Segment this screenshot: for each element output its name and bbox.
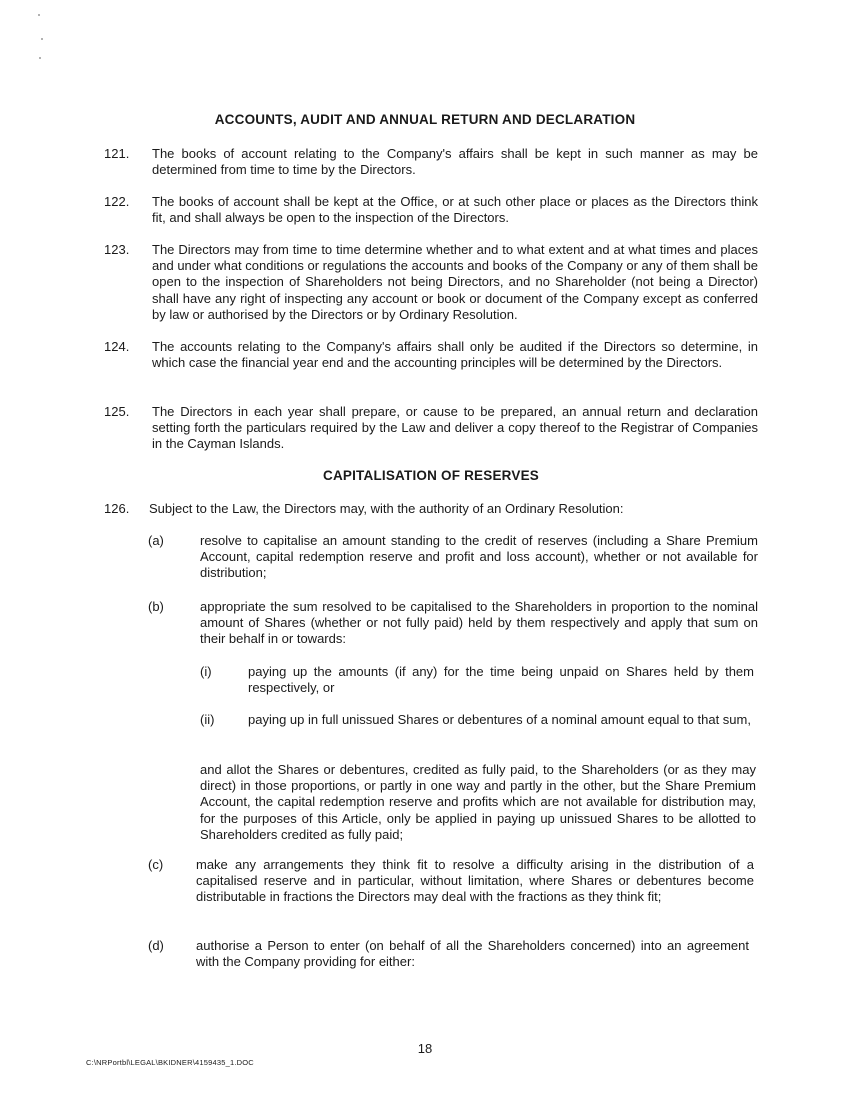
article-number: 123. — [104, 242, 130, 257]
article-text: The Directors may from time to time determine whether and to what extent and at what times and places and under what conditions or regulations the accounts and books of the Company or any of them shall be open to the inspection of Shareholders not being Directors, and no Shareholder (not being a Director) shall have any right of inspecting any account or book or document of the Company except as conferred by law or authorised by the Directors or by Ordinary Resolution. — [152, 242, 758, 322]
clause-continuation: and allot the Shares or debentures, credited as fully paid, to the Shareholders (or as they may direct) in those proportions, or partly in one way and partly in the other, but the Share Premium Account, the capital redemption reserve and profits which are not available for distribution may, for the purposes of this Article, only be applied in paying up unissued Shares to be allotted to Shareholders credited as fully paid; — [200, 762, 756, 842]
clause-label: (d) — [148, 938, 164, 953]
article-text: Subject to the Law, the Directors may, with the authority of an Ordinary Resolution: — [149, 501, 624, 516]
scan-speck — [41, 38, 43, 40]
article-number: 126. — [104, 501, 130, 516]
clause-text: make any arrangements they think fit to resolve a difficulty arising in the distribution of a capitalised reserve and in particular, without limitation, where Shares or debentures become distributable in fractions the Directors may deal with the fractions as they think fit; — [196, 857, 754, 905]
article-text: The books of account shall be kept at the Office, or at such other place or places as the Directors think fit, and shall always be open to the inspection of the Directors. — [152, 194, 758, 226]
article-text: The accounts relating to the Company's affairs shall only be audited if the Directors so determine, in which case the financial year end and the accounting principles will be determined by the Directors. — [152, 339, 758, 371]
scan-speck — [38, 14, 40, 16]
article-text: The books of account relating to the Company's affairs shall be kept in such manner as may be determined from time to time by the Directors. — [152, 146, 758, 178]
article-number: 124. — [104, 339, 130, 354]
article-number: 125. — [104, 404, 130, 419]
article-number: 122. — [104, 194, 130, 209]
file-path: C:\NRPortbl\LEGAL\BKIDNER\4159435_1.DOC — [86, 1058, 254, 1067]
subclause-text: paying up the amounts (if any) for the time being unpaid on Shares held by them respectively, or — [248, 664, 754, 696]
section-heading-accounts: ACCOUNTS, AUDIT AND ANNUAL RETURN AND DECLARATION — [214, 112, 636, 127]
clause-text: resolve to capitalise an amount standing to the credit of reserves (including a Share Premium Account, capital redemption reserve and profit and loss account), whether or not available for distribution; — [200, 533, 758, 581]
article-number: 121. — [104, 146, 130, 161]
scan-speck — [39, 57, 41, 59]
subclause-label: (i) — [200, 664, 212, 679]
article-text: The Directors in each year shall prepare, or cause to be prepared, an annual return and declaration setting forth the particulars required by the Law and deliver a copy thereof to the Registrar of Companies in the Cayman Islands. — [152, 404, 758, 452]
clause-label: (b) — [148, 599, 164, 614]
section-heading-capitalisation: CAPITALISATION OF RESERVES — [323, 468, 539, 483]
page-number: 18 — [417, 1041, 433, 1056]
subclause-text: paying up in full unissued Shares or debentures of a nominal amount equal to that sum, — [248, 712, 751, 727]
clause-label: (c) — [148, 857, 164, 872]
subclause-label: (ii) — [200, 712, 215, 727]
clause-text: authorise a Person to enter (on behalf of all the Shareholders concerned) into an agreement with the Company providing for either: — [196, 938, 749, 970]
clause-label: (a) — [148, 533, 164, 548]
clause-text: appropriate the sum resolved to be capitalised to the Shareholders in proportion to the nominal amount of Shares (whether or not fully paid) held by them respectively and apply that sum on their behalf in or towards: — [200, 599, 758, 647]
